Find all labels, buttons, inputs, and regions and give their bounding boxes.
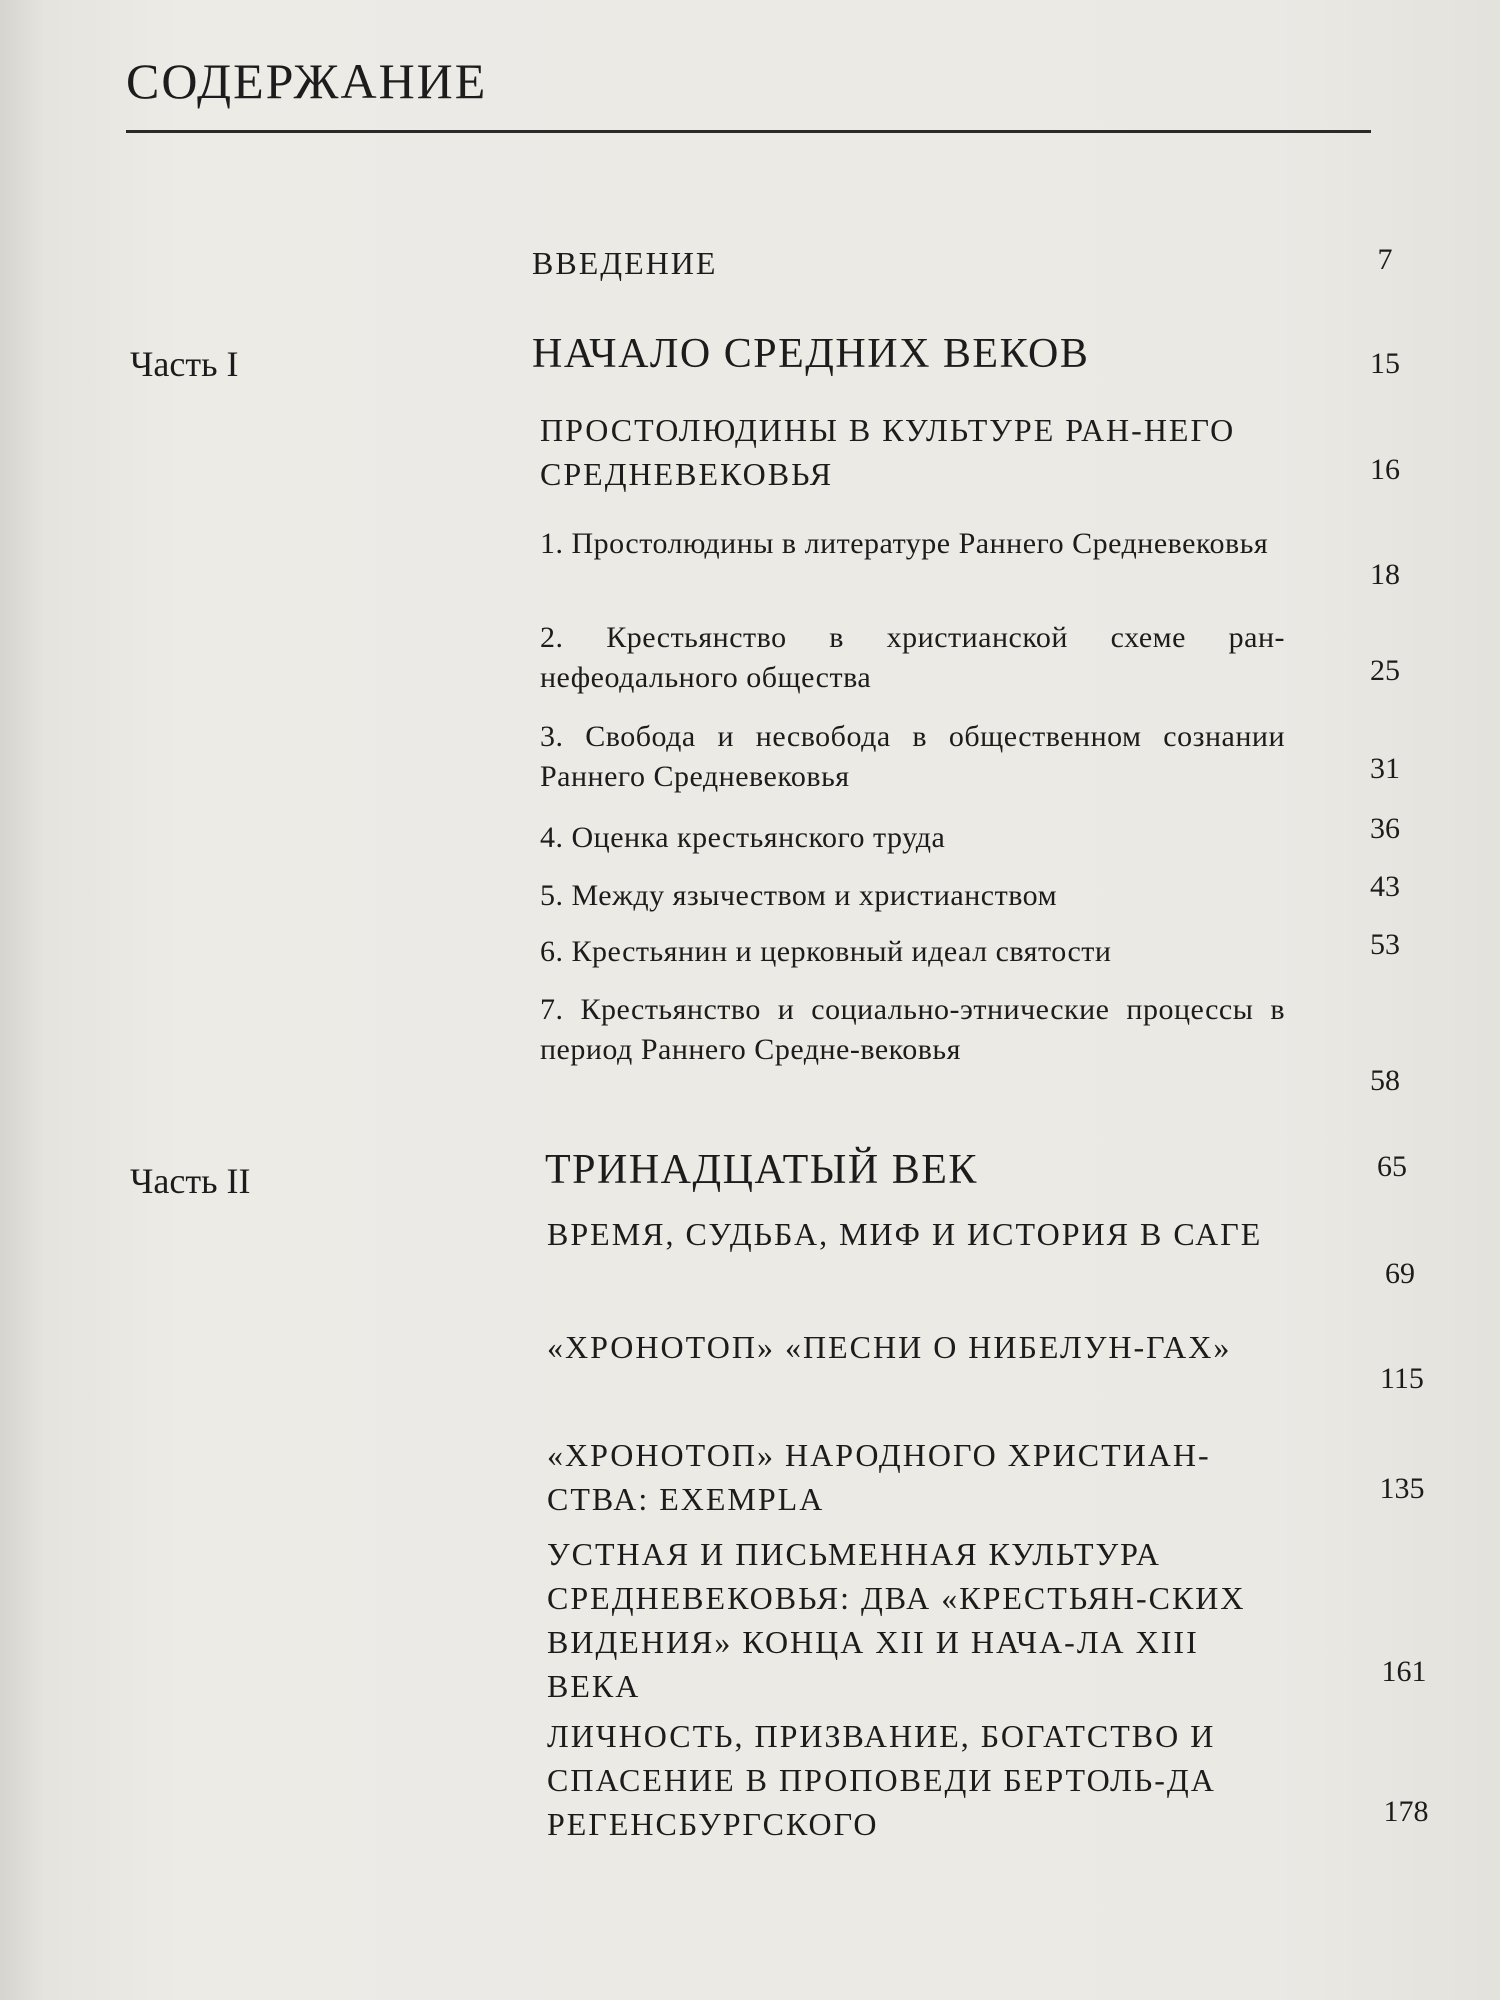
page-title: СОДЕРЖАНИЕ <box>126 53 488 109</box>
part1-label: Часть I <box>130 344 239 384</box>
toc-item: 4. Оценка крестьянского труда <box>540 821 946 854</box>
part2-essay-title: УСТНАЯ И ПИСЬМЕННАЯ КУЛЬТУРА СРЕДНЕВЕКОВЬЯ: ДВА «КРЕСТЬЯН-СКИХ ВИДЕНИЯ» КОНЦА XII И НАЧА-ЛА XIII ВЕКА <box>547 1536 1246 1704</box>
part2-essay-title: ЛИЧНОСТЬ, ПРИЗВАНИЕ, БОГАТСТВО И СПАСЕНИЕ В ПРОПОВЕДИ БЕРТОЛЬ-ДА РЕГЕНСБУРГСКОГО <box>547 1718 1216 1842</box>
toc-item: 5. Между язычеством и христианством <box>540 879 1058 912</box>
part2-essay-page: 161 <box>1381 1655 1427 1688</box>
part2-essay-page: 178 <box>1383 1795 1429 1828</box>
toc-item-page: 53 <box>1370 928 1400 961</box>
part2-label: Часть II <box>130 1161 251 1201</box>
toc-item-page: 18 <box>1370 558 1400 591</box>
title-rule <box>126 130 1371 133</box>
part2-essay-title: ВРЕМЯ, СУДЬБА, МИФ И ИСТОРИЯ В САГЕ <box>547 1216 1263 1252</box>
toc-item: 2. Крестьянство в христианской схеме ран-нефеодального общества <box>540 621 1285 694</box>
part1-essay-title: ПРОСТОЛЮДИНЫ В КУЛЬТУРЕ РАН-НЕГО СРЕДНЕВЕКОВЬЯ <box>540 412 1236 492</box>
intro-title: ВВЕДЕНИЕ <box>532 245 718 281</box>
part1-page: 15 <box>1370 347 1400 380</box>
toc-item: 3. Свобода и несвобода в общественном сознании Раннего Средневековья <box>540 720 1285 793</box>
toc-item-page: 43 <box>1370 870 1400 903</box>
part2-essay-page: 69 <box>1385 1257 1415 1290</box>
toc-item: 7. Крестьянство и социально-этнические процессы в период Раннего Средне-вековья <box>540 993 1285 1066</box>
part2-essay-title: «ХРОНОТОП» «ПЕСНИ О НИБЕЛУН-ГАХ» <box>547 1329 1232 1365</box>
part2-essay-page: 135 <box>1379 1472 1425 1505</box>
part1-essay-page: 16 <box>1370 453 1400 486</box>
toc-item-page: 58 <box>1370 1064 1400 1097</box>
part1-title: НАЧАЛО СРЕДНИХ ВЕКОВ <box>532 331 1090 377</box>
toc-item-page: 25 <box>1370 654 1400 687</box>
toc-item: 1. Простолюдины в литературе Раннего Средневековья <box>540 527 1269 560</box>
toc-item-page: 31 <box>1370 752 1400 785</box>
part2-essay-page: 115 <box>1380 1362 1424 1395</box>
part2-essay-title: «ХРОНОТОП» НАРОДНОГО ХРИСТИАН-СТВА: EXEMPLA <box>547 1437 1211 1517</box>
intro-page: 7 <box>1377 243 1393 276</box>
part2-title: ТРИНАДЦАТЫЙ ВЕК <box>545 1147 978 1193</box>
part2-page: 65 <box>1377 1150 1407 1183</box>
toc-item-page: 36 <box>1370 812 1400 845</box>
toc-item: 6. Крестьянин и церковный идеал святости <box>540 935 1112 968</box>
